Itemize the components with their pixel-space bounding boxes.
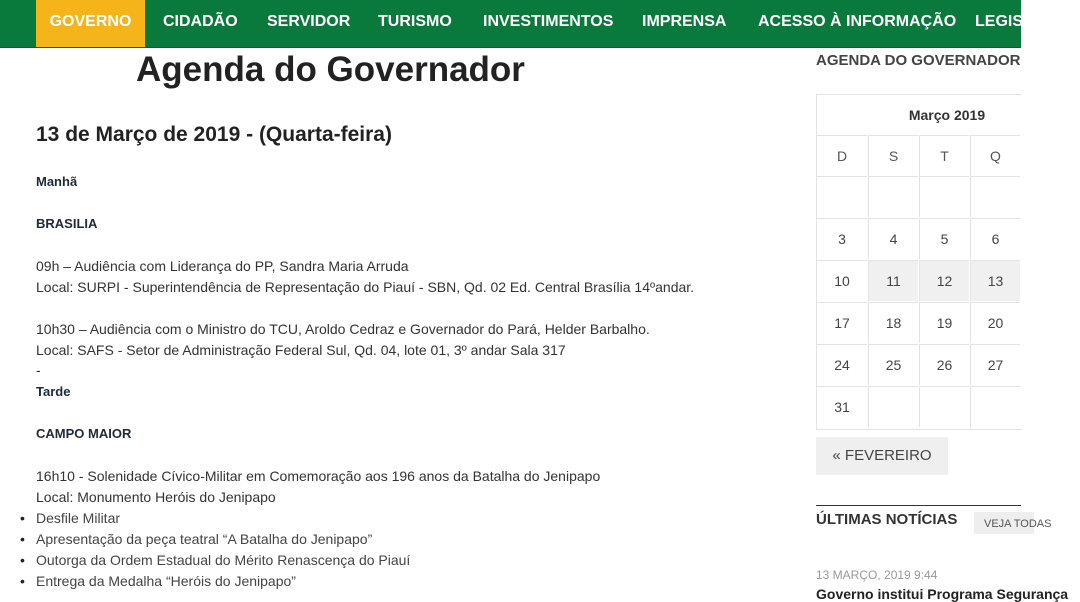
location-campo-maior: CAMPO MAIOR (36, 426, 132, 441)
event-3-location: Local: Monumento Heróis do Jenipapo (36, 489, 276, 505)
calendar-day: 6 (970, 218, 1020, 259)
see-all-news-button[interactable]: VEJA TODAS (974, 512, 1034, 534)
calendar-caption: Março 2019 (908, 107, 986, 123)
news-date: 13 MARÇO, 2019 9:44 (816, 568, 938, 582)
event-1-location: Local: SURPI - Superintendência de Representação do Piauí - SBN, Qd. 02 Ed. Central Brasília 14ºandar. (36, 279, 695, 295)
list-item: • Outorga da Ordem Estadual do Mérito Renascença do Piauí (36, 552, 410, 568)
event-3-title: 16h10 - Solenidade Cívico-Militar em Comemoração aos 196 anos da Batalha do Jenipapo (36, 468, 601, 484)
list-item: • Entrega da Medalha “Heróis do Jenipapo” (36, 573, 296, 589)
calendar-weekday: D (817, 135, 867, 176)
date-heading: 13 de Março de 2019 - (Quarta-feira) (36, 123, 392, 146)
calendar-day (970, 176, 1020, 217)
calendar-day: 17 (817, 302, 867, 343)
calendar-day: 3 (817, 218, 867, 259)
calendar-day: 20 (970, 302, 1020, 343)
calendar-day (817, 176, 867, 217)
nav-item-turismo[interactable]: TURISMO (378, 13, 452, 30)
calendar-weekday: Q (970, 135, 1020, 176)
calendar-day: 5 (919, 218, 969, 259)
calendar-day-event[interactable]: 12 (919, 260, 969, 301)
nav-item-imprensa[interactable]: IMPRENSA (642, 13, 727, 30)
calendar-day: 24 (817, 344, 867, 385)
period-afternoon: Tarde (36, 384, 71, 399)
agenda-calendar (816, 94, 1022, 430)
calendar-day (970, 386, 1020, 427)
nav-item-investimentos[interactable]: INVESTIMENTOS (483, 13, 614, 30)
calendar-day-event[interactable]: 11 (868, 260, 918, 301)
sidebar-agenda-title: AGENDA DO GOVERNADOR (816, 52, 1021, 69)
calendar-day (919, 386, 969, 427)
calendar-weekday: T (919, 135, 969, 176)
calendar-day: 18 (868, 302, 918, 343)
nav-item-acesso-informacao[interactable]: ACESSO À INFORMAÇÃO (758, 13, 957, 30)
event-1-title: 09h – Audiência com Liderança do PP, Sandra Maria Arruda (36, 258, 409, 274)
event-2-title: 10h30 – Audiência com o Ministro do TCU, Aroldo Cedraz e Governador do Pará, Helder Barbalho. (36, 321, 650, 337)
news-headline-link[interactable]: Governo institui Programa Segurança (816, 586, 1069, 602)
calendar-day (868, 176, 918, 217)
nav-item-governo[interactable]: GOVERNO (36, 0, 145, 47)
nav-item-legislacao[interactable]: LEGISLAÇÃO (975, 13, 1080, 30)
calendar-day: 4 (868, 218, 918, 259)
calendar-day: 27 (970, 344, 1020, 385)
main-nav (0, 0, 1080, 48)
section-divider (816, 505, 1021, 506)
calendar-day: 25 (868, 344, 918, 385)
period-morning: Manhã (36, 174, 78, 189)
calendar-day-event[interactable]: 13 (970, 260, 1020, 301)
calendar-day: 31 (817, 386, 867, 427)
calendar-day (868, 386, 918, 427)
location-brasilia: BRASILIA (36, 216, 98, 231)
prev-month-button[interactable]: « FEVEREIRO (816, 437, 948, 475)
calendar-weekday: S (868, 135, 918, 176)
page-title: Agenda do Governador (136, 50, 525, 89)
event-2-location: Local: SAFS - Setor de Administração Federal Sul, Qd. 04, lote 01, 3º andar Sala 317 (36, 342, 566, 358)
latest-news-title: ÚLTIMAS NOTÍCIAS (816, 511, 958, 528)
calendar-day (919, 176, 969, 217)
nav-item-cidadao[interactable]: CIDADÃO (163, 13, 238, 30)
calendar-day: 10 (817, 260, 867, 301)
calendar-day: 26 (919, 344, 969, 385)
calendar-day: 19 (919, 302, 969, 343)
list-item: • Apresentação da peça teatral “A Batalha do Jenipapo” (36, 531, 372, 547)
separator-dash: - (36, 362, 41, 378)
nav-item-servidor[interactable]: SERVIDOR (267, 13, 351, 30)
list-item: • Desfile Militar (36, 510, 120, 526)
